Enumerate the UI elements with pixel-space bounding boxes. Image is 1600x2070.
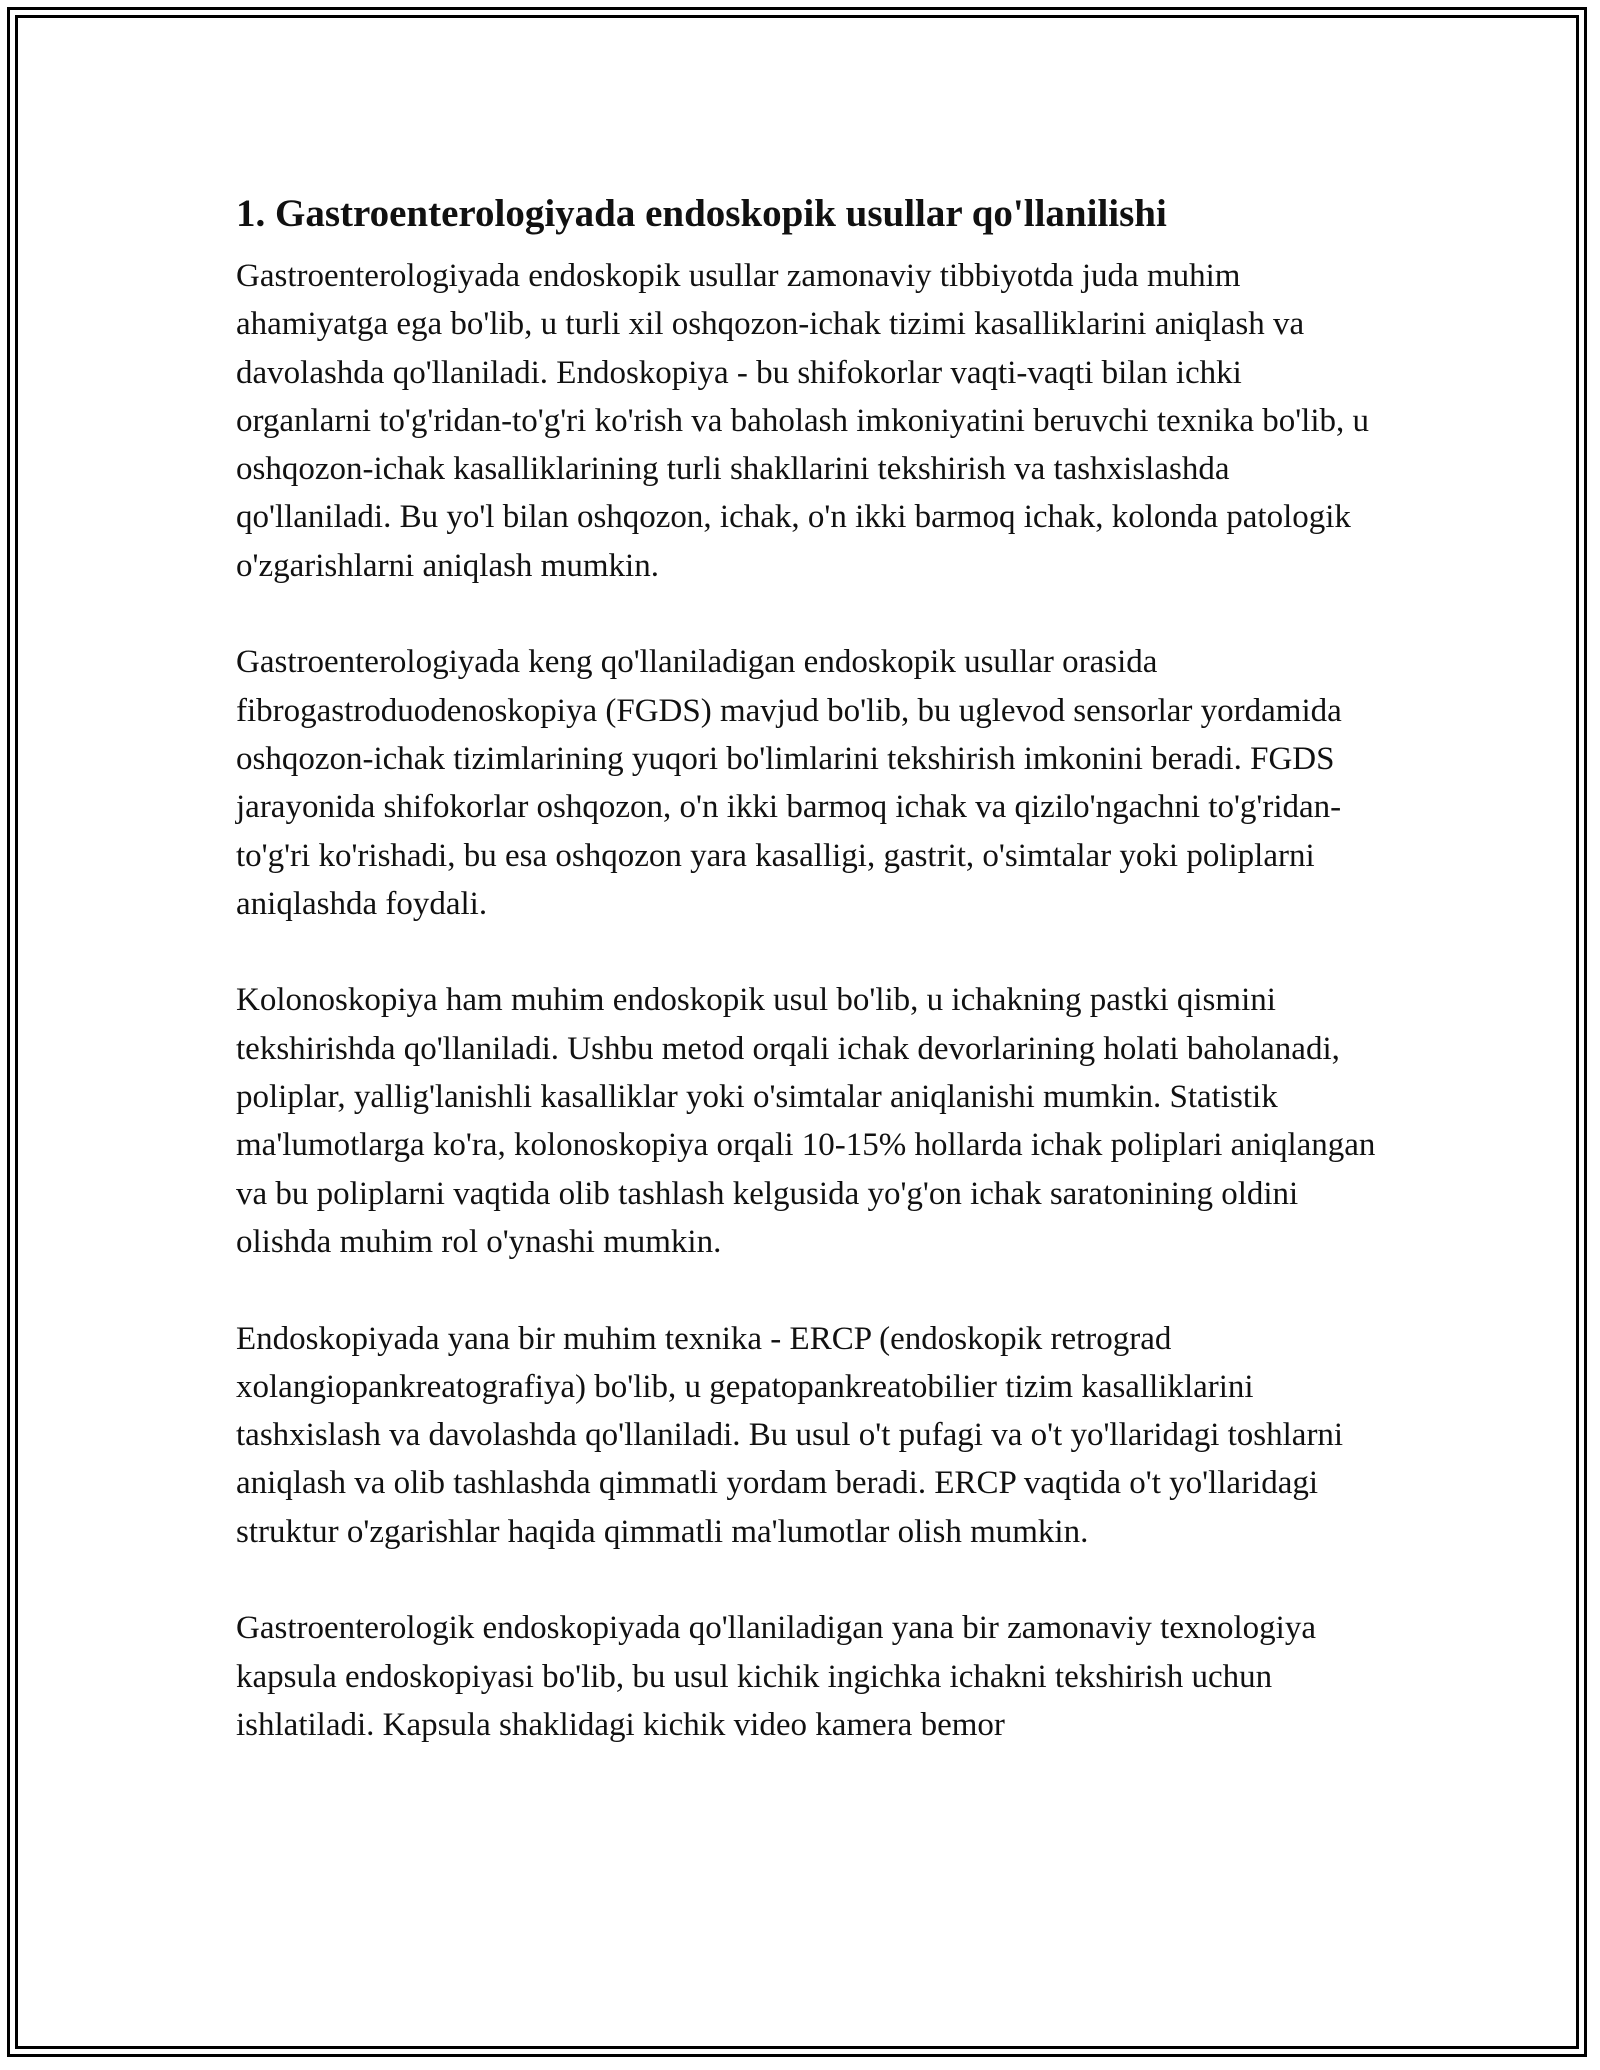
paragraph-endoscopy-intro: Gastroenterologiyada endoskopik usullar zamonaviy tibbiyotda juda muhim ahamiyatga ega bo'lib, u turli xil oshqozon-ichak tizimi kasalliklarini aniqlash va davolashda qo'llaniladi. Endoskopiya - bu shifokorlar vaqti-vaqti bilan ichki organlarni to'g'ridan-to'g'ri ko'rish va baholash imkoniyatini beruvchi texnika bo'lib, u oshqozon-ichak kasalliklarining turli shakllarini tekshirish va tashxislashda qo'llaniladi. Bu yo'l bilan oshqozon, ichak, o'n ikki barmoq ichak, kolonda patologik o'zgarishlarni aniqlash mumkin. — [236, 258, 1370, 584]
section-heading: 1. Gastroenterologiyada endoskopik usullar qo'llanilishi — [236, 192, 1167, 235]
document-body — [236, 188, 1376, 1798]
paragraph-fgds: Gastroenterologiyada keng qo'llaniladigan endoskopik usullar orasida fibrogastroduodenoskopiya (FGDS) mavjud bo'lib, bu uglevod sensorlar yordamida oshqozon-ichak tizimlarining yuqori bo'limlarini tekshirish imkonini beradi. FGDS jarayonida shifokorlar oshqozon, o'n ikki barmoq ichak va qizilo'ngachni to'g'ridan-to'g'ri ko'rishadi, bu esa oshqozon yara kasalligi, gastrit, o'simtalar yoki poliplarni aniqlashda foydali. — [236, 644, 1342, 922]
paragraph-ercp: Endoskopiyada yana bir muhim texnika - ERCP (endoskopik retrograd xolangiopankreatografiya) bo'lib, u gepatopankreatobilier tizim kasalliklarini tashxislash va davolashda qo'llaniladi. Bu usul o't pufagi va o't yo'llaridagi toshlarni aniqlash va olib tashlashda qimmatli yordam beradi. ERCP vaqtida o't yo'llaridagi struktur o'zgarishlar haqida qimmatli ma'lumotlar olish mumkin. — [236, 1320, 1344, 1550]
paragraph-colonoscopy: Kolonoskopiya ham muhim endoskopik usul bo'lib, u ichakning pastki qismini tekshirishda qo'llaniladi. Ushbu metod orqali ichak devorlarining holati baholanadi, poliplar, yallig'lanishli kasalliklar yoki o'simtalar aniqlanishi mumkin. Statistik ma'lumotlarga ko'ra, kolonoskopiya orqali 10-15% hollarda ichak poliplari aniqlangan va bu poliplarni vaqtida olib tashlash kelgusida yo'g'on ichak saratonining oldini olishda muhim rol o'ynashi mumkin. — [236, 982, 1376, 1260]
paragraph-capsule-endoscopy: Gastroenterologik endoskopiyada qo'llaniladigan yana bir zamonaviy texnologiya kapsula endoskopiyasi bo'lib, bu usul kichik ingichka ichakni tekshirish uchun ishlatiladi. Kapsula shaklidagi kichik video kamera bemor — [236, 1610, 1316, 1743]
